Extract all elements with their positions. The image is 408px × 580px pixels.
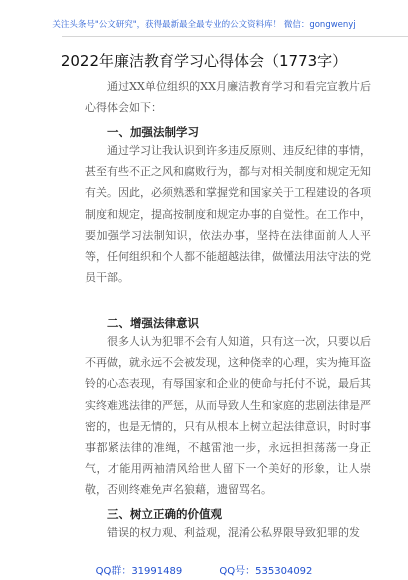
banner-divider	[62, 36, 408, 37]
document-title: 2022年廉洁教育学习心得体会（1773字）	[60, 52, 348, 70]
footer-qq-group: QQ群：31991489	[95, 566, 183, 577]
section-2-paragraph: 很多人认为犯罪不会有人知道，只有这一次，只要以后不再做，就永远不会被发现，这种侥幸的心理，实为掩耳盗铃的心态表现，有辱国家和企业的使命与托付不说，最后其实终难逃法律的严惩，从而导致人生和家庭的悲剧法律是严密的，也是无情的，只有从根本上树立起法律意识，时时事事都紧法律的准绳，不越雷池一步，永远担担荡荡一身正气，才能用两袖清风给世人留下一个美好的形象，让人崇敬，否则终难免声名狼藉，遗留骂名。	[85, 335, 371, 497]
section-heading-1: 一、加强法制学习	[107, 125, 199, 139]
footer-contact	[0, 562, 408, 577]
section-1-paragraph: 通过学习让我认识到许多违反原则、违反纪律的事情，甚至有些不正之风和腐败行为，都与对相关制度和规定无知有关。因此，必须熟悉和掌握党和国家关于工程建设的各项制度和规定，提高按制度和规定办事的自觉性。在工作中，要加强学习法制知识，依法办事，坚持在法律面前人人平等，任何组织和个人都不能超越法律，做懂法用法守法的党员干部。	[85, 144, 371, 285]
section-3-paragraph: 错误的权力观、利益观，混淆公私界限导致犯罪的发	[107, 526, 360, 539]
section-heading-2: 二、增强法律意识	[107, 316, 199, 330]
intro-paragraph: 通过XX单位组织的XX月廉洁教育学习和看完宣教片后心得体会如下：	[85, 80, 371, 115]
top-banner: 关注头条号"公文研究"，获得最新最全最专业的公文资料库！ 微信：gongwenyj	[52, 20, 356, 30]
section-heading-3: 三、树立正确的价值观	[107, 507, 222, 521]
footer-qq: QQ号：535304092	[219, 566, 313, 577]
